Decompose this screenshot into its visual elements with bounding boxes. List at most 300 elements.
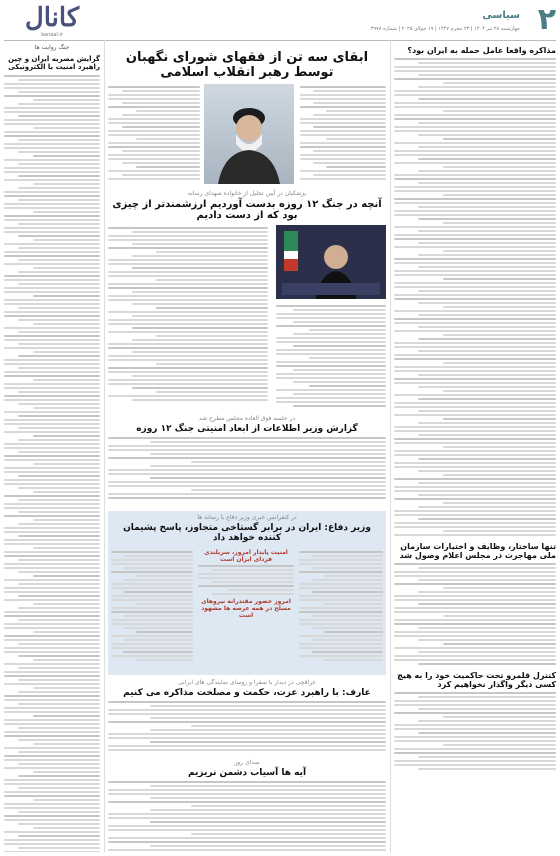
- text-line: [293, 345, 387, 347]
- text-line: [394, 78, 556, 80]
- text-line: [4, 371, 100, 373]
- text-line: [4, 75, 100, 77]
- text-line: [4, 507, 100, 509]
- text-line: [418, 422, 556, 424]
- text-line: [156, 335, 268, 337]
- text-line: [108, 106, 200, 108]
- text-line: [394, 599, 556, 601]
- text-line: [4, 807, 100, 809]
- text-line: [394, 607, 556, 609]
- text-line: [394, 214, 556, 216]
- text-line: [4, 551, 100, 553]
- text-line: [4, 587, 100, 589]
- defense-story-box: [108, 511, 386, 675]
- text-line: [418, 158, 556, 160]
- text-line: [18, 595, 100, 597]
- text-line: [300, 170, 386, 172]
- text-line: [312, 555, 383, 557]
- header-rule: [4, 40, 556, 41]
- text-line: [4, 639, 100, 641]
- text-line: [313, 174, 386, 176]
- text-line: [394, 234, 556, 236]
- text-line: [394, 655, 556, 657]
- text-line: [18, 559, 100, 561]
- text-line: [108, 311, 268, 313]
- text-line: [4, 411, 100, 413]
- leader-photo: [204, 84, 294, 184]
- logo-url: kanaal.ir: [41, 32, 63, 38]
- text-line: [111, 551, 193, 553]
- text-line: [191, 489, 386, 491]
- text-line: [18, 427, 100, 429]
- text-line: [18, 91, 100, 93]
- text-line: [418, 506, 556, 508]
- text-line: [299, 599, 383, 601]
- text-line: [394, 286, 556, 288]
- text-line: [300, 98, 386, 100]
- text-line: [111, 583, 193, 585]
- text-line: [18, 475, 100, 477]
- text-line: [443, 194, 556, 196]
- text-line: [4, 339, 100, 341]
- text-line: [123, 639, 193, 641]
- text-line: [324, 603, 383, 605]
- text-line: [18, 403, 100, 405]
- text-line: [108, 749, 386, 751]
- text-line: [4, 555, 100, 557]
- text-line: [443, 250, 556, 252]
- text-line: [150, 809, 386, 811]
- text-line: [33, 127, 100, 129]
- text-line: [276, 377, 386, 379]
- text-line: [418, 122, 556, 124]
- text-line: [18, 187, 100, 189]
- text-line: [300, 154, 386, 156]
- text-line: [4, 327, 100, 329]
- text-line: [18, 163, 100, 165]
- text-line: [18, 703, 100, 705]
- text-line: [4, 735, 100, 737]
- text-line: [4, 431, 100, 433]
- text-line: [299, 551, 383, 553]
- text-line: [394, 202, 556, 204]
- text-line: [418, 651, 556, 653]
- text-line: [191, 461, 386, 463]
- section-name: سیاسی: [482, 10, 520, 21]
- text-line: [108, 347, 268, 349]
- text-line: [312, 591, 383, 593]
- text-line: [111, 587, 193, 589]
- text-line: [300, 178, 386, 180]
- text-line: [108, 271, 268, 273]
- text-line: [4, 747, 100, 749]
- right-title-2: تنها ساختار، وظایف و اختیارات سازمان ملی مهاجرت در مجلس اعلام وصول شد: [399, 542, 556, 560]
- text-line: [4, 699, 100, 701]
- text-line: [4, 759, 100, 761]
- text-line: [108, 94, 200, 96]
- text-line: [4, 303, 100, 305]
- text-line: [418, 218, 556, 220]
- text-line: [108, 721, 386, 723]
- text-line: [394, 700, 556, 702]
- text-line: [418, 290, 556, 292]
- text-line: [18, 271, 100, 273]
- text-line: [122, 102, 200, 104]
- text-line: [198, 585, 294, 587]
- text-line: [300, 118, 386, 120]
- text-line: [4, 615, 100, 617]
- text-line: [394, 162, 556, 164]
- text-line: [309, 357, 386, 359]
- text-line: [443, 334, 556, 336]
- text-line: [394, 322, 556, 324]
- text-line: [4, 459, 100, 461]
- text-line: [4, 399, 100, 401]
- text-line: [123, 579, 193, 581]
- text-line: [108, 395, 268, 397]
- right-text-3: [394, 692, 556, 770]
- text-line: [18, 487, 100, 489]
- text-line: [18, 511, 100, 513]
- text-line: [108, 829, 386, 831]
- text-line: [136, 110, 200, 112]
- text-line: [418, 230, 556, 232]
- text-line: [18, 367, 100, 369]
- text-line: [443, 587, 556, 589]
- text-line: [150, 717, 386, 719]
- text-line: [394, 611, 556, 613]
- text-line: [313, 126, 386, 128]
- text-line: [276, 349, 386, 351]
- text-line: [418, 146, 556, 148]
- text-line: [18, 103, 100, 105]
- text-line: [276, 341, 386, 343]
- text-line: [4, 599, 100, 601]
- text-line: [33, 99, 100, 101]
- text-line: [4, 419, 100, 421]
- text-line: [394, 631, 556, 633]
- text-line: [4, 663, 100, 665]
- text-line: [33, 491, 100, 493]
- text-line: [156, 279, 268, 281]
- text-line: [108, 817, 386, 819]
- text-line: [108, 122, 200, 124]
- text-line: [18, 619, 100, 621]
- text-line: [33, 659, 100, 661]
- text-line: [394, 522, 556, 524]
- text-line: [136, 166, 200, 168]
- text-line: [418, 708, 556, 710]
- text-line: [108, 158, 200, 160]
- third-story-title: گزارش وزیر اطلاعات از ابعاد امنیتی جنگ ۱۲ روزه: [136, 424, 358, 434]
- text-line: [394, 704, 556, 706]
- text-line: [108, 493, 386, 495]
- text-line: [4, 479, 100, 481]
- text-line: [18, 139, 100, 141]
- text-line: [108, 86, 200, 88]
- text-line: [4, 627, 100, 629]
- text-line: [4, 143, 100, 145]
- text-line: [18, 823, 100, 825]
- second-story-title: آنچه در جنگ ۱۲ روزه بدست آوردیم ارزشمندتر از چیزی بود که از دست دادیم: [112, 199, 382, 221]
- text-line: [394, 210, 556, 212]
- text-line: [18, 775, 100, 777]
- text-line: [108, 134, 200, 136]
- text-line: [394, 226, 556, 228]
- text-line: [394, 426, 556, 428]
- text-line: [394, 294, 556, 296]
- text-line: [108, 227, 268, 229]
- text-line: [4, 675, 100, 677]
- text-line: [108, 359, 268, 361]
- text-line: [156, 251, 268, 253]
- text-line: [293, 369, 387, 371]
- text-line: [111, 643, 193, 645]
- text-line: [111, 611, 193, 613]
- text-line: [18, 763, 100, 765]
- text-line: [394, 310, 556, 312]
- text-line: [4, 695, 100, 697]
- text-line: [4, 767, 100, 769]
- text-line: [4, 711, 100, 713]
- text-line: [150, 453, 386, 455]
- text-line: [4, 731, 100, 733]
- text-line: [293, 381, 387, 383]
- text-line: [326, 138, 386, 140]
- text-line: [394, 198, 556, 200]
- text-line: [312, 651, 383, 653]
- right-title-1: مذاکره واقعا عامل حمله به ایران بود؟: [407, 46, 556, 55]
- text-line: [108, 118, 200, 120]
- text-line: [394, 106, 556, 108]
- text-line: [108, 331, 268, 333]
- text-line: [394, 270, 556, 272]
- text-line: [18, 175, 100, 177]
- text-line: [108, 445, 386, 447]
- text-line: [111, 635, 193, 637]
- text-line: [108, 497, 386, 499]
- text-line: [122, 162, 200, 164]
- right-text-2: [394, 563, 556, 665]
- text-line: [18, 751, 100, 753]
- text-line: [394, 330, 556, 332]
- text-line: [326, 166, 386, 168]
- text-line: [4, 347, 100, 349]
- text-line: [394, 571, 556, 573]
- text-line: [18, 523, 100, 525]
- text-line: [4, 563, 100, 565]
- text-line: [293, 393, 387, 395]
- text-line: [394, 486, 556, 488]
- text-line: [394, 514, 556, 516]
- text-line: [394, 354, 556, 356]
- text-line: [394, 298, 556, 300]
- text-line: [313, 114, 386, 116]
- newspaper-logo[interactable]: [4, 4, 100, 38]
- text-line: [394, 102, 556, 104]
- text-line: [33, 799, 100, 801]
- text-line: [4, 723, 100, 725]
- text-line: [394, 462, 556, 464]
- text-line: [18, 223, 100, 225]
- text-line: [108, 355, 268, 357]
- text-line: [443, 82, 556, 84]
- text-line: [150, 465, 386, 467]
- text-line: [4, 647, 100, 649]
- text-line: [108, 713, 386, 715]
- text-line: [4, 567, 100, 569]
- text-line: [4, 251, 100, 253]
- text-line: [4, 363, 100, 365]
- text-line: [394, 342, 556, 344]
- text-line: [418, 86, 556, 88]
- second-story-text-right: [276, 303, 386, 409]
- text-line: [108, 473, 386, 475]
- text-line: [276, 325, 386, 327]
- text-line: [276, 401, 386, 403]
- text-line: [18, 343, 100, 345]
- text-line: [443, 502, 556, 504]
- left-column: [4, 44, 100, 852]
- third-story-text: [108, 437, 386, 507]
- text-line: [4, 423, 100, 425]
- text-line: [18, 727, 100, 729]
- text-line: [18, 667, 100, 669]
- text-line: [418, 374, 556, 376]
- defense-quote-1: امنیت پایدار امروز، سربلندی فردای ایران است: [204, 549, 288, 563]
- text-line: [309, 329, 386, 331]
- text-line: [4, 203, 100, 205]
- main-story-title: ابقای سه تن از فقهای شورای نگهبان توسط رهبر انقلاب اسلامی: [125, 50, 369, 80]
- text-line: [4, 171, 100, 173]
- text-line: [4, 783, 100, 785]
- text-line: [4, 815, 100, 817]
- text-line: [4, 219, 100, 221]
- text-line: [150, 729, 386, 731]
- text-line: [293, 405, 387, 407]
- text-line: [300, 106, 386, 108]
- text-line: [443, 138, 556, 140]
- text-line: [394, 478, 556, 480]
- text-line: [418, 720, 556, 722]
- text-line: [4, 831, 100, 833]
- text-line: [132, 267, 268, 269]
- text-line: [443, 744, 556, 746]
- text-line: [111, 619, 193, 621]
- speaker-illustration: [276, 225, 386, 299]
- text-line: [394, 378, 556, 380]
- text-line: [299, 655, 383, 657]
- defense-quotes: [198, 549, 294, 619]
- text-line: [276, 337, 386, 339]
- text-line: [4, 515, 100, 517]
- text-line: [132, 255, 268, 257]
- text-line: [132, 387, 268, 389]
- text-line: [418, 627, 556, 629]
- text-line: [108, 469, 386, 471]
- text-line: [18, 811, 100, 813]
- text-line: [132, 231, 268, 233]
- text-line: [4, 623, 100, 625]
- text-line: [394, 394, 556, 396]
- text-line: [4, 107, 100, 109]
- text-line: [108, 142, 200, 144]
- text-line: [150, 785, 386, 787]
- diplomacy-title: عارف: با راهبرد عزت، حکمت و مصلحت مذاکره می کنیم: [123, 688, 371, 698]
- text-line: [300, 86, 386, 88]
- text-line: [299, 611, 383, 613]
- text-line: [299, 643, 383, 645]
- text-line: [418, 302, 556, 304]
- second-story-kicker: پزشکیان در آیین تجلیل از خانواده شهدای رسانه: [187, 190, 307, 197]
- text-line: [198, 577, 294, 579]
- text-line: [418, 134, 556, 136]
- text-line: [394, 724, 556, 726]
- main-story-block: [108, 84, 386, 188]
- text-line: [394, 510, 556, 512]
- text-line: [4, 495, 100, 497]
- text-line: [418, 74, 556, 76]
- text-line: [191, 725, 386, 727]
- text-line: [394, 712, 556, 714]
- defense-quote-text: [198, 565, 294, 595]
- text-line: [443, 643, 556, 645]
- text-line: [326, 110, 386, 112]
- text-line: [418, 170, 556, 172]
- text-line: [394, 466, 556, 468]
- text-line: [111, 595, 193, 597]
- text-line: [123, 615, 193, 617]
- text-line: [443, 362, 556, 364]
- text-line: [18, 415, 100, 417]
- text-line: [300, 142, 386, 144]
- text-line: [293, 309, 387, 311]
- text-line: [276, 313, 386, 315]
- text-line: [394, 238, 556, 240]
- text-line: [4, 231, 100, 233]
- text-line: [108, 319, 268, 321]
- text-line: [394, 740, 556, 742]
- third-story-kicker: در جلسه فوق العاده مجلس مطرح شد: [198, 415, 296, 422]
- text-line: [18, 571, 100, 573]
- text-line: [299, 587, 383, 589]
- text-line: [4, 383, 100, 385]
- text-line: [33, 771, 100, 773]
- text-line: [108, 98, 200, 100]
- text-line: [443, 446, 556, 448]
- text-line: [293, 321, 387, 323]
- text-line: [4, 611, 100, 613]
- text-line: [394, 90, 556, 92]
- text-line: [136, 603, 193, 605]
- text-line: [191, 833, 386, 835]
- text-line: [4, 395, 100, 397]
- text-line: [4, 843, 100, 845]
- text-line: [150, 845, 386, 847]
- text-line: [4, 299, 100, 301]
- text-line: [4, 579, 100, 581]
- bottom-story-kicker: صدای روز: [234, 759, 260, 766]
- text-line: [156, 391, 268, 393]
- text-line: [299, 623, 383, 625]
- text-line: [300, 158, 386, 160]
- text-line: [4, 95, 100, 97]
- text-line: [18, 499, 100, 501]
- text-line: [418, 62, 556, 64]
- text-line: [33, 547, 100, 549]
- text-line: [108, 437, 386, 439]
- text-line: [33, 631, 100, 633]
